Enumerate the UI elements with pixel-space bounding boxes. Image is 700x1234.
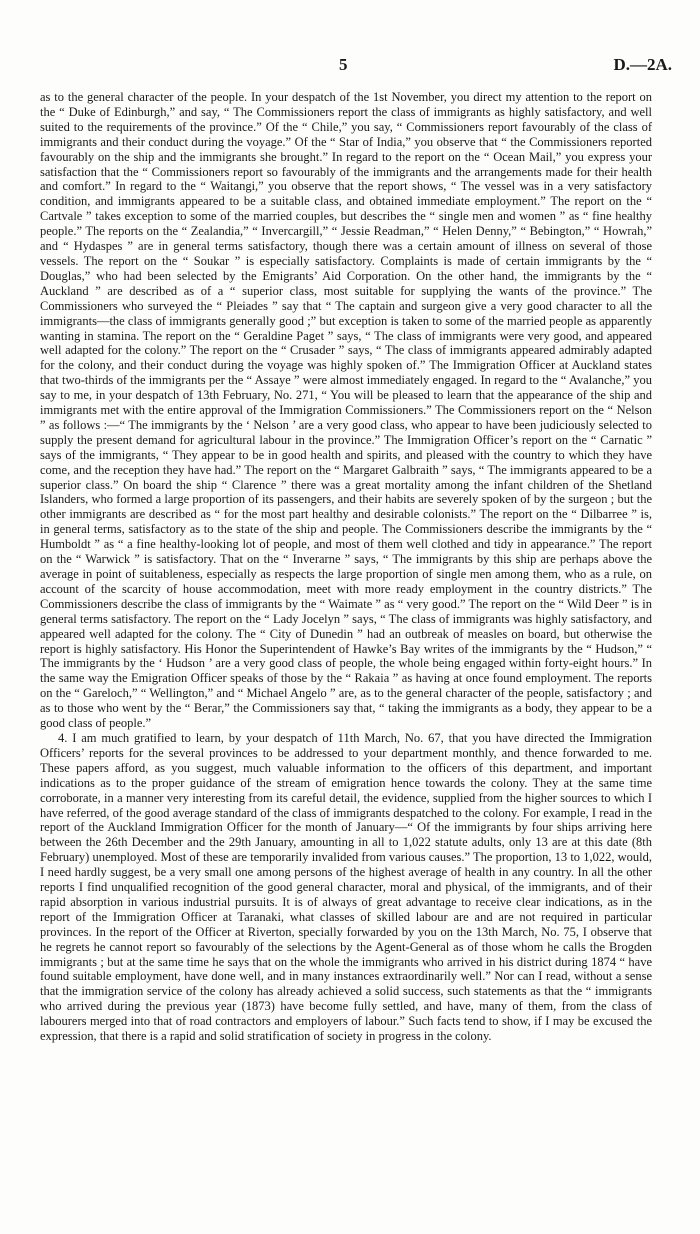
page-number: 5 (339, 55, 348, 74)
paragraph-continued: as to the general character of the people. In your despatch of the 1st November, you direct my attention to the report on the “ Duke of Edinburgh,” and say, “ The Commissioners report the class of immigrants as highly satisfactory, and well suited to the requirements of the province.” Of the “ Chile,” you say, “ Commissioners report favourably of the class of immigrants and their conduct during the voyage.” Of the “ Star of India,” you observe that “ the Commissioners reported favourably on the ship and the immigrants she brought.” In regard to the report on the “ Ocean Mail,” you express your satisfaction that the “ Commissioners report so favourably of the immigrants and the arrangements made for their health and comfort.” In regard to the “ Waitangi,” you observe that the report shows, “ The vessel was in a very satisfactory condition, and immigrants appeared to be a suitable class, and obtained immediate employment.” The report on the “ Cartvale ” takes exception to some of the married couples, but describes the “ single men and women ” as “ fine healthy people.” The reports on the “ Zealandia,” “ Invercargill,” “ Jessie Readman,” “ Helen Denny,” “ Bebington,” “ Howrah,” and “ Hydaspes ” are in general terms satisfactory, though there was a certain amount of illness on several of those vessels. The report on the “ Soukar ” is especially satisfactory. Complaints is made of certain immigrants by the “ Douglas,” who had been selected by the Emigrants’ Aid Corporation. On the other hand, the immigrants by the “ Auckland ” are described as of a “ superior class, most suitable for supplying the wants of the province.” The Commissioners who surveyed the “ Pleiades ” say that “ The captain and surgeon give a very good character to all the immigrants—the class of immigrants generally good ;” but exception is taken to some of the married people as apparently wanting in stamina. The report on the “ Geraldine Paget ” says, “ The class of immigrants were very good, and appeared well adapted for the colony.” The report on the “ Crusader ” says, “ The class of immigrants appeared admirably adapted for the colony, and their conduct during the voyage was highly spoken of.” The Immigration Officer at Auckland states that two-thirds of the immigrants per the “ Assaye ” were almost immediately engaged. In regard to the “ Avalanche,” you say to me, in your despatch of 13th February, No. 271, “ You will be pleased to learn that the appearance of the ship and immigrants met with the entire approval of the Immigration Commissioners.” The Commissioners report on the “ Nelson ” as follows :—“ The immigrants by the ‘ Nelson ’ are a very good class, who appear to have been judiciously selected to supply the present demand for agricultural labour in the province.” The Immigration Officer’s report on the “ Carnatic ” says of the immigrants, “ They appear to be in good health and spirits, and pleased with the country to which they have come, and the reception they have had.” The report on the “ Margaret Galbraith ” says, “ The immigrants appeared to be a superior class.” On board the ship “ Clarence ” there was a great mortality among the infant children of the Shetland Islanders, who formed a large proportion of its passengers, and their habits are severely spoken of by the surgeon ; but the other immigrants are described as “ for the most part healthy and desirable colonists.” The report on the “ Dilbarree ” is, in general terms, satisfactory as to the state of the ship and people. The Commissioners describe the immigrants by the “ Humboldt ” as “ a fine healthy-looking lot of people, and most of them well clothed and tidy in appearance.” The report on the “ Warwick ” is satisfactory. That on the “ Inverarne ” says, “ The immigrants by this ship are perhaps above the average in point of suitableness, especially as respects the large proportion of single men among them, who as a rule, on account of the scarcity of house accommodation, meet with more ready employment in the country districts.” The Commissioners describe the class of immigrants by the “ Waimate ” as “ very good.” The report on the “ Wild Deer ” is in general terms satisfactory. The report on the “ Lady Jocelyn ” says, “ The class of immigrants was highly satisfactory, and appeared well adapted for the colony. The “ City of Dunedin ” had an outbreak of measles on board, but otherwise the report is highly satisfactory. His Honor the Superintendent of Hawke’s Bay writes of the immigrants by the “ Hudson,” “ The immigrants by the ‘ Hudson ’ are a very good class of people, the whole being engaged within forty-eight hours.” In the same way the Emigration Officer speaks of those by the “ Rakaia ” as having at once found employment. The reports on the “ Gareloch,” “ Wellington,” and “ Michael Angelo ” are, as to the general character of the people, satisfactory ; and as to those who went by the “ Berar,” the Commissioners say that, “ taking the immigrants as a body, they appear to be a good class of people.” (40, 90, 652, 731)
body-text (40, 90, 652, 1044)
document-reference: D.—2A. (613, 55, 672, 74)
page-header (0, 55, 700, 77)
paragraph-4: 4. I am much gratified to learn, by your despatch of 11th March, No. 67, that you have directed the Immigration Officers’ reports for the several provinces to be addressed to your department monthly, and thence forwarded to me. These papers afford, as you suggest, much valuable information to the officers of this department, and important indications as to the proper guidance of the stream of emigration hence towards the colony. They at the same time corroborate, in a manner very interesting from its careful detail, the evidence, supplied from the higher sources to which I have referred, of the good average standard of the class of immigrants despatched to the colony. For example, I read in the report of the Auckland Immigration Officer for the month of January—“ Of the immigrants by four ships arriving here between the 26th December and the 29th January, amounting in all to 1,022 statute adults, only 13 are at this date (8th February) unemployed. Most of these are temporarily invalided from various causes.” The proportion, 13 to 1,022, would, I need hardly suggest, be a very small one among persons of the highest average of health in any country. In all the other reports I find unqualified recognition of the good general character, moral and physical, of the immigrants, and of their rapid absorption in various industrial pursuits. It is of always of great advantage to receive clear indications, as in the report of the Immigration Officer at Taranaki, what classes of skilled labour are and are not required in particular provinces. In the report of the Officer at Riverton, specially forwarded by you on the 13th March, No. 75, I observe that he regrets he cannot report so favourably of the selections by the Agent-General as of those whom he calls the Brogden immigrants ; but at the same time he says that on the whole the immigrants who arrived in his district during 1874 “ have found suitable employment, have done well, and in many instances extraordinarily well.” Nor can I read, without a sense that the immigration service of the colony has already achieved a solid success, such statements as that the “ immigrants who arrived during the previous year (1873) have become fully settled, and have, many of them, from the class of labourers merged into that of road contractors and employers of labour.” Such facts tend to show, if I may be excused the expression, that there is a rapid and solid stratification of society in progress in the colony. (40, 730, 652, 1044)
